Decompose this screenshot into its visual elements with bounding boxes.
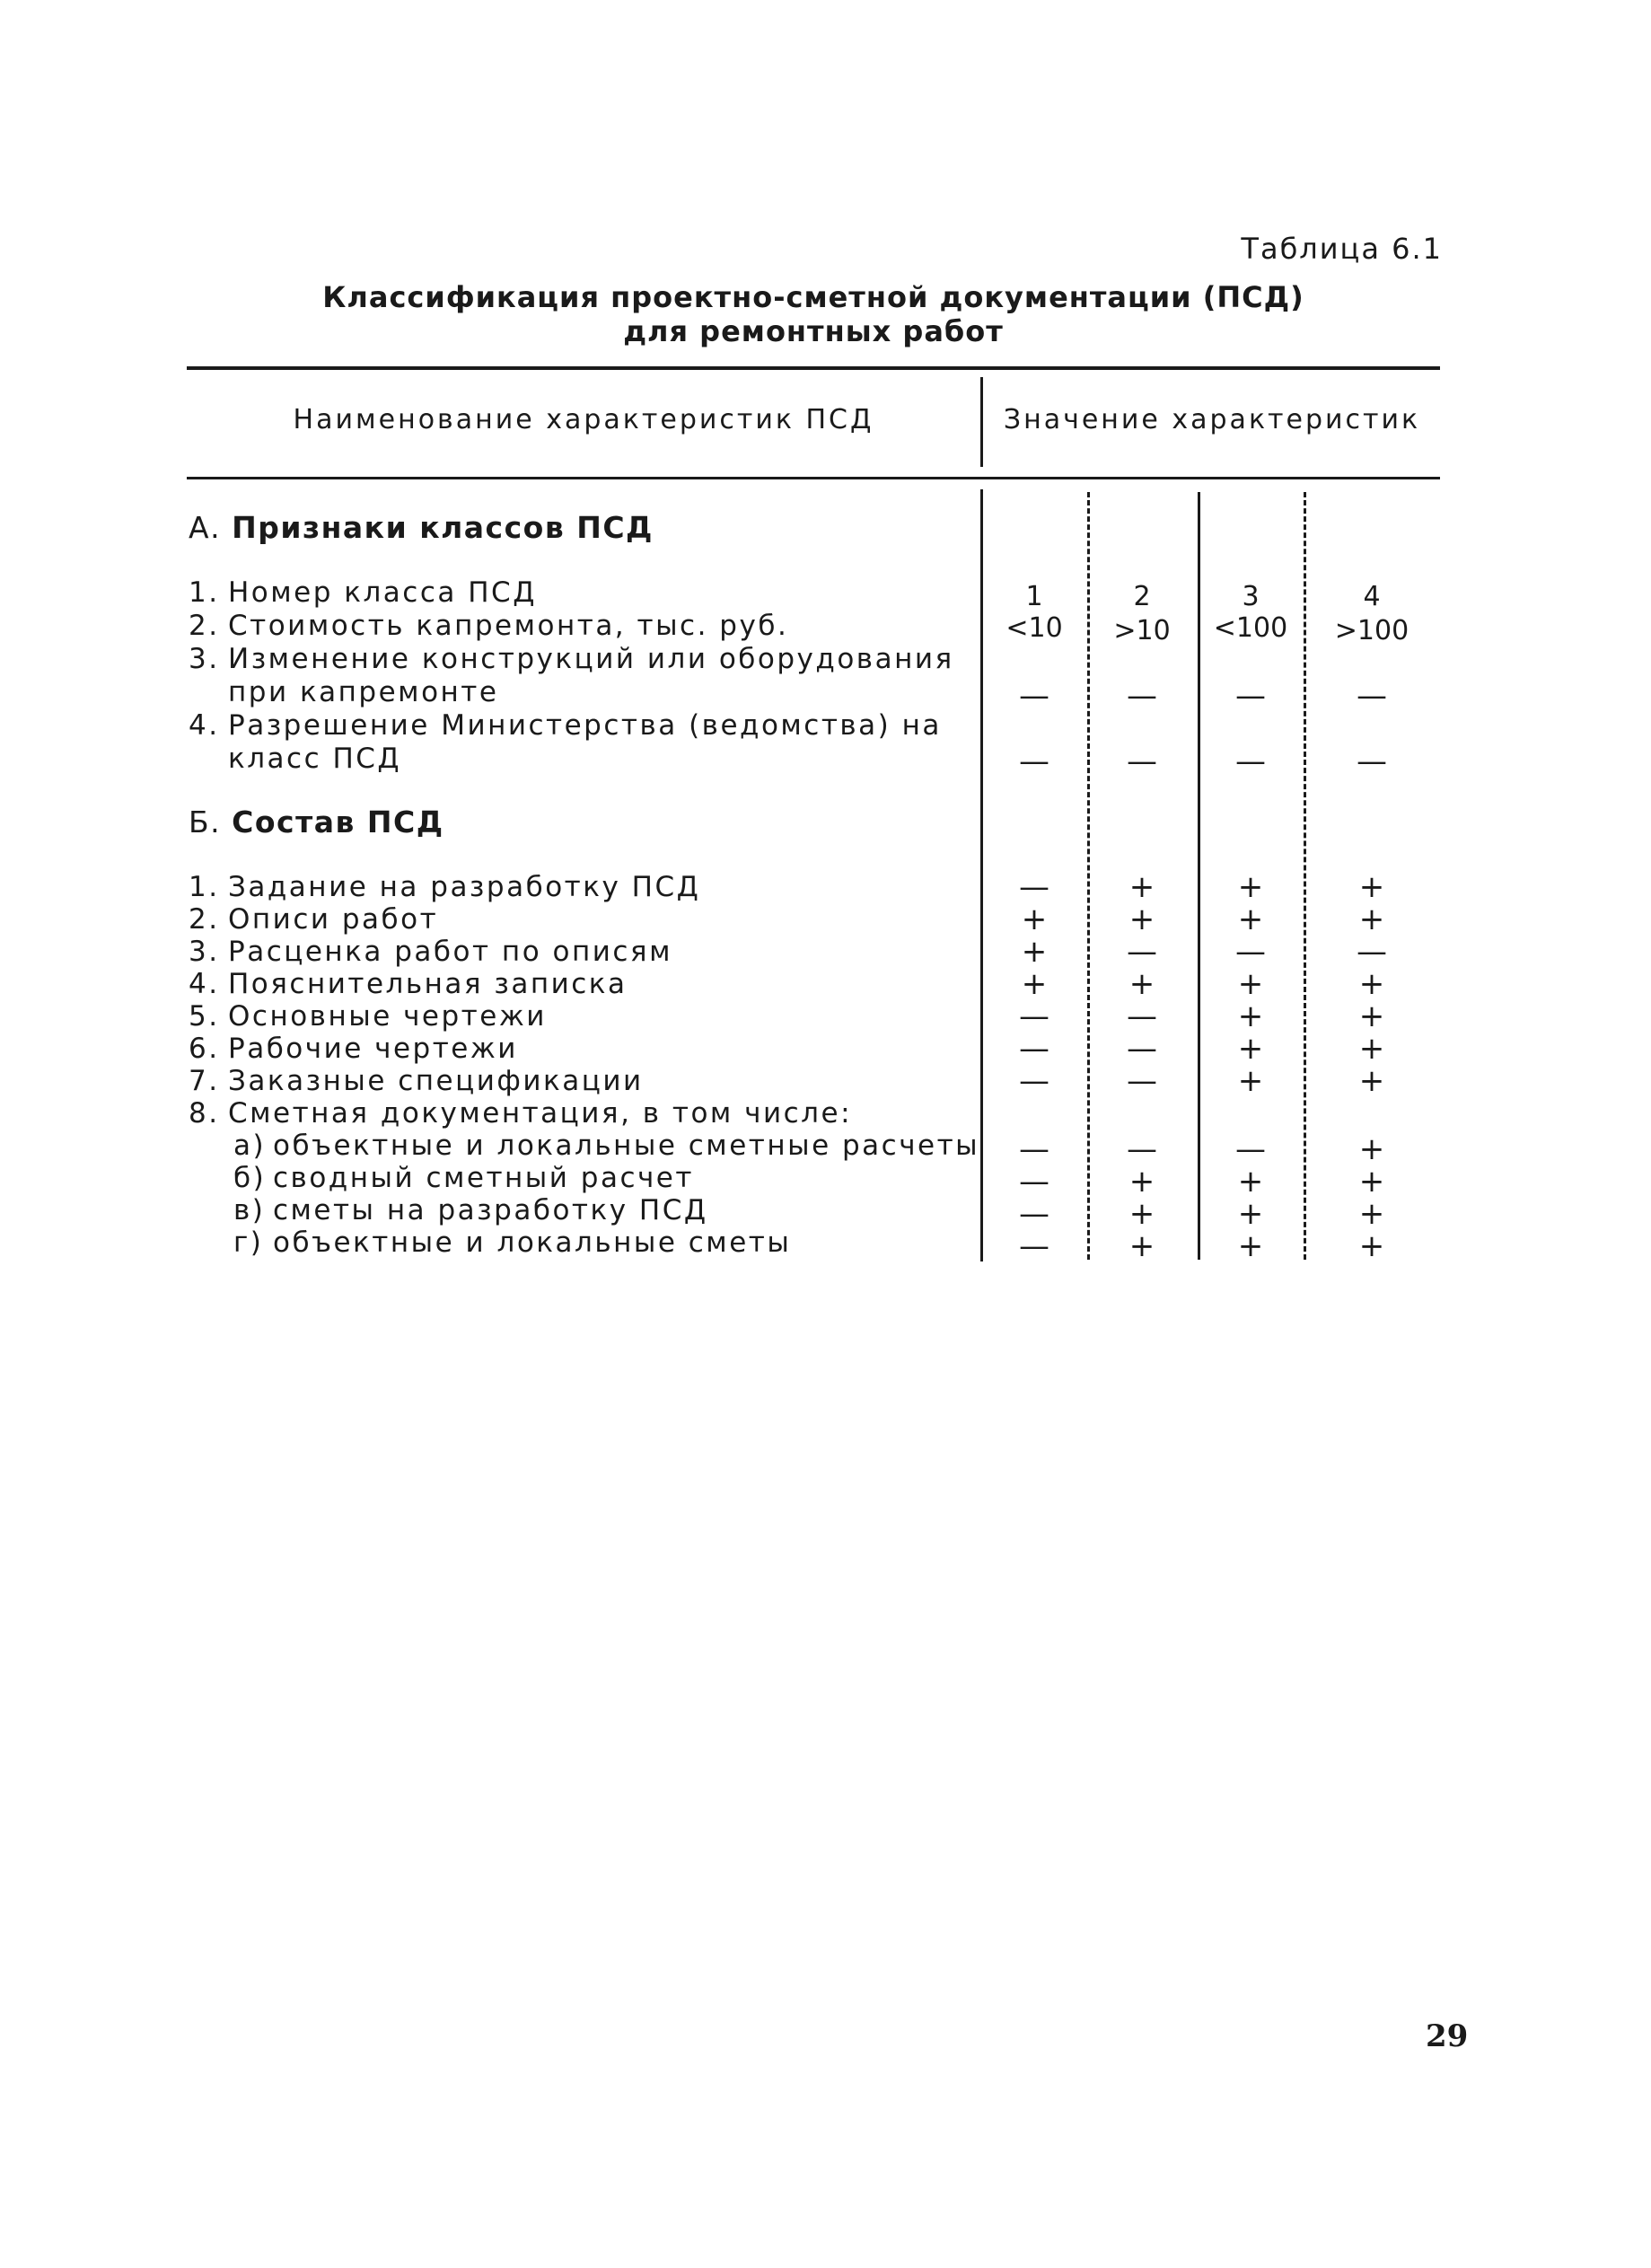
section-b-row-8b [233,1162,970,1195]
section-b-title: Состав ПСД [232,804,444,840]
row-label: Разрешение Министерства (ведомства) на [228,709,942,742]
row-label: Рабочие чертежи [228,1033,518,1065]
section-a-row-2 [189,610,970,643]
row-label: сметы на разработку ПСД [273,1194,708,1226]
row-label: Расценка работ по описям [228,936,672,968]
row-label: Задание на разработку ПСД [228,871,701,903]
table-title: Классификация проектно-сметной документации (ПСД) [322,280,1304,314]
row-number: 2. [189,610,220,642]
table-subtitle: для ремонтных работ [623,314,1004,348]
row-number: 5. [189,1000,220,1033]
section-b-row-3 [189,936,970,969]
row-number: 3. [189,643,220,675]
section-a-row-1 [189,576,970,610]
row-label: объектные и локальные сметные расчеты [273,1130,980,1162]
section-a-heading [189,510,654,545]
section-a-row-3-cont [228,676,964,709]
section-b-row-2 [189,903,970,936]
row-number: 4. [189,968,220,1000]
section-b-prefix: Б. [189,804,222,840]
column-header-values: Значение характеристик [1003,404,1421,435]
table-label: Таблица 6.1 [1241,232,1443,266]
section-b-row-5 [189,1000,970,1033]
section-b-row-8 [189,1097,970,1130]
header-divider [980,377,983,467]
section-a-title: Признаки классов ПСД [232,510,654,545]
section-a-prefix: А. [189,510,222,545]
row-number: б) [233,1162,267,1194]
row-label: Изменение конструкций или оборудования [228,643,954,675]
section-b-row-4 [189,968,970,1001]
row-number: г) [233,1226,264,1259]
section-b-row-7 [189,1065,970,1098]
top-rule [187,366,1440,370]
row-number: 7. [189,1065,220,1097]
row-label: Основные чертежи [228,1000,547,1033]
row-label: сводный сметный расчет [273,1162,694,1194]
section-a-row-4 [189,709,970,743]
row-label: Пояснительная записка [228,968,628,1000]
row-label-continued: класс ПСД [228,743,402,775]
row-label: Описи работ [228,903,439,936]
section-b-row-1 [189,871,970,904]
row-label: Номер класса ПСД [228,576,537,609]
row-label: Сметная документация, в том числе: [228,1097,853,1130]
row-number: в) [233,1194,266,1226]
row-number: 1. [189,576,220,609]
section-a-row-3 [189,643,970,676]
column-header-name: Наименование характеристик ПСД [293,404,874,435]
row-number: 4. [189,709,220,742]
row-number: 3. [189,936,220,968]
row-number: 1. [189,871,220,903]
section-b-row-8d [233,1226,970,1260]
row-label: объектные и локальные сметы [273,1226,792,1259]
row-label-continued: при капремонте [228,676,499,708]
section-b-row-8c [233,1194,970,1227]
page-number: 29 [1426,2018,1469,2054]
row-label: Заказные спецификации [228,1065,644,1097]
row-number: 2. [189,903,220,936]
row-number: а) [233,1130,267,1162]
header-rule [187,477,1440,479]
row-label: Стоимость капремонта, тыс. руб. [228,610,789,642]
section-a-row-4-cont [228,743,964,776]
row-number: 6. [189,1033,220,1065]
section-b-row-6 [189,1033,970,1066]
row-number: 8. [189,1097,220,1130]
section-b-heading [189,804,444,840]
section-b-row-8a [233,1130,980,1163]
